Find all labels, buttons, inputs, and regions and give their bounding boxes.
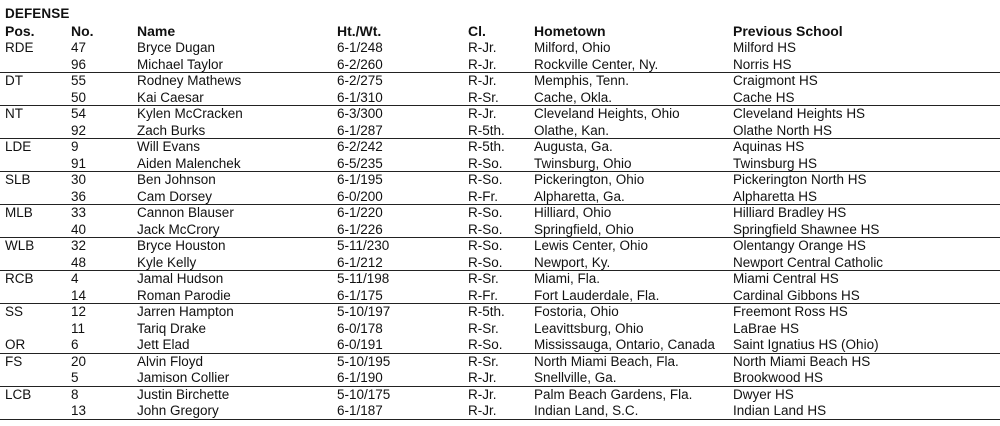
cell-name: Alvin Floyd <box>137 353 204 369</box>
table-row <box>0 156 1000 173</box>
cell-name: Ben Johnson <box>137 172 216 187</box>
cell-ht-wt: 6-1/187 <box>337 403 383 418</box>
cell-previous-school: Dwyer HS <box>733 386 794 402</box>
cell-number: 5 <box>71 370 79 385</box>
cell-number: 14 <box>71 287 87 303</box>
cell-hometown: Leavittsburg, Ohio <box>534 320 644 336</box>
cell-class: R-Fr. <box>468 188 498 204</box>
cell-number: 54 <box>71 106 87 121</box>
cell-previous-school: Aquinas HS <box>733 139 805 154</box>
section-title: DEFENSE <box>5 6 70 21</box>
cell-previous-school: Saint Ignatius HS (Ohio) <box>733 337 879 352</box>
cell-hometown: Alpharetta, Ga. <box>534 188 625 204</box>
cell-number: 6 <box>71 337 79 352</box>
cell-ht-wt: 6-1/220 <box>337 205 383 220</box>
cell-name: Zach Burks <box>137 122 206 138</box>
cell-class: R-So. <box>468 254 503 270</box>
table-row <box>0 57 1000 74</box>
table-row <box>0 337 1000 354</box>
cell-name: Will Evans <box>137 139 201 154</box>
cell-pos: NT <box>5 106 23 121</box>
cell-number: 9 <box>71 139 79 154</box>
cell-name: Michael Taylor <box>137 56 224 72</box>
cell-class: R-Sr. <box>468 320 499 336</box>
cell-hometown: Rockville Center, Ny. <box>534 56 659 72</box>
cell-previous-school: Miami Central HS <box>733 271 839 286</box>
cell-name: Bryce Dugan <box>137 40 216 55</box>
table-row <box>0 73 1000 90</box>
cell-ht-wt: 6-0/191 <box>337 337 383 352</box>
cell-ht-wt: 6-1/287 <box>337 122 383 138</box>
cell-name: Jack McCrory <box>137 221 220 237</box>
cell-ht-wt: 6-0/200 <box>337 188 383 204</box>
cell-name: Rodney Mathews <box>137 73 242 88</box>
table-row <box>0 271 1000 288</box>
cell-previous-school: Olathe North HS <box>733 122 833 138</box>
cell-class: R-Jr. <box>468 40 497 55</box>
cell-pos: FS <box>5 353 23 369</box>
cell-number: 12 <box>71 304 87 319</box>
cell-pos: SS <box>5 304 24 319</box>
cell-class: R-So. <box>468 337 503 352</box>
table-row <box>0 222 1000 239</box>
cell-previous-school: LaBrae HS <box>733 320 800 336</box>
cell-pos: RDE <box>5 40 34 55</box>
table-row <box>0 90 1000 107</box>
cell-ht-wt: 5-11/230 <box>337 238 390 253</box>
cell-hometown: Augusta, Ga. <box>534 139 613 154</box>
cell-previous-school: Pickerington North HS <box>733 172 867 187</box>
cell-previous-school: Cleveland Heights HS <box>733 106 866 121</box>
cell-number: 8 <box>71 386 79 402</box>
cell-pos: OR <box>5 337 26 352</box>
cell-ht-wt: 6-3/300 <box>337 106 383 121</box>
cell-number: 91 <box>71 155 87 171</box>
table-row <box>0 304 1000 321</box>
cell-previous-school: Olentangy Orange HS <box>733 238 866 253</box>
cell-number: 4 <box>71 271 79 286</box>
cell-class: R-Jr. <box>468 370 497 385</box>
cell-class: R-So. <box>468 238 503 253</box>
header-class: Cl. <box>468 23 486 39</box>
cell-ht-wt: 6-1/195 <box>337 172 383 187</box>
cell-hometown: Snellville, Ga. <box>534 370 617 385</box>
cell-name: Jett Elad <box>137 337 190 352</box>
cell-ht-wt: 5-10/195 <box>337 353 391 369</box>
cell-hometown: Miami, Fla. <box>534 271 601 286</box>
cell-name: Cam Dorsey <box>137 188 213 204</box>
cell-previous-school: North Miami Beach HS <box>733 353 871 369</box>
cell-class: R-5th. <box>468 304 505 319</box>
cell-previous-school: Hilliard Bradley HS <box>733 205 847 220</box>
cell-pos: WLB <box>5 238 35 253</box>
cell-previous-school: Cardinal Gibbons HS <box>733 287 860 303</box>
cell-number: 40 <box>71 221 87 237</box>
cell-ht-wt: 6-2/242 <box>337 139 383 154</box>
table-row <box>0 255 1000 272</box>
cell-previous-school: Indian Land HS <box>733 403 827 418</box>
cell-hometown: Palm Beach Gardens, Fla. <box>534 386 693 402</box>
cell-class: R-Fr. <box>468 287 498 303</box>
table-header <box>0 23 1000 40</box>
cell-pos: DT <box>5 73 23 88</box>
cell-number: 20 <box>71 353 87 369</box>
cell-name: Aiden Malenchek <box>137 155 241 171</box>
cell-class: R-Sr. <box>468 353 499 369</box>
cell-name: Jarren Hampton <box>137 304 234 319</box>
cell-previous-school: Springfield Shawnee HS <box>733 221 880 237</box>
cell-ht-wt: 6-1/248 <box>337 40 383 55</box>
table-row <box>0 370 1000 387</box>
cell-ht-wt: 5-10/175 <box>337 386 391 402</box>
table-row <box>0 40 1000 57</box>
cell-hometown: Hilliard, Ohio <box>534 205 612 220</box>
cell-previous-school: Craigmont HS <box>733 73 818 88</box>
cell-hometown: Fostoria, Ohio <box>534 304 619 319</box>
cell-number: 96 <box>71 56 87 72</box>
cell-number: 13 <box>71 403 87 418</box>
table-row <box>0 106 1000 123</box>
cell-number: 48 <box>71 254 87 270</box>
table-row <box>0 205 1000 222</box>
cell-hometown: Newport, Ky. <box>534 254 611 270</box>
header-name: Name <box>137 23 176 39</box>
cell-ht-wt: 6-5/235 <box>337 155 383 171</box>
table-row <box>0 189 1000 206</box>
cell-number: 33 <box>71 205 87 220</box>
cell-hometown: Olathe, Kan. <box>534 122 610 138</box>
table-row <box>0 403 1000 420</box>
cell-ht-wt: 6-1/226 <box>337 221 383 237</box>
cell-previous-school: Newport Central Catholic <box>733 254 884 270</box>
cell-hometown: Cache, Okla. <box>534 89 613 105</box>
cell-number: 47 <box>71 40 87 55</box>
cell-name: Kai Caesar <box>137 89 204 105</box>
cell-name: John Gregory <box>137 403 219 418</box>
cell-previous-school: Norris HS <box>733 56 792 72</box>
table-row <box>0 123 1000 140</box>
table-row <box>0 172 1000 189</box>
cell-hometown: Indian Land, S.C. <box>534 403 639 418</box>
cell-previous-school: Freemont Ross HS <box>733 304 848 319</box>
cell-ht-wt: 6-1/212 <box>337 254 383 270</box>
cell-hometown: Lewis Center, Ohio <box>534 238 649 253</box>
cell-name: Cannon Blauser <box>137 205 234 220</box>
cell-hometown: North Miami Beach, Fla. <box>534 353 679 369</box>
table-row <box>0 387 1000 404</box>
cell-pos: SLB <box>5 172 31 187</box>
table-row <box>0 238 1000 255</box>
cell-number: 36 <box>71 188 87 204</box>
cell-class: R-Jr. <box>468 386 497 402</box>
cell-class: R-So. <box>468 155 503 171</box>
cell-hometown: Pickerington, Ohio <box>534 172 645 187</box>
cell-class: R-5th. <box>468 122 505 138</box>
cell-class: R-So. <box>468 205 503 220</box>
cell-pos: MLB <box>5 205 33 220</box>
cell-class: R-Jr. <box>468 403 497 418</box>
cell-number: 92 <box>71 122 87 138</box>
cell-ht-wt: 5-11/198 <box>337 271 390 286</box>
cell-ht-wt: 6-1/190 <box>337 370 383 385</box>
cell-hometown: Springfield, Ohio <box>534 221 634 237</box>
cell-pos: LCB <box>5 386 32 402</box>
cell-previous-school: Alpharetta HS <box>733 188 818 204</box>
cell-name: Bryce Houston <box>137 238 226 253</box>
cell-class: R-Sr. <box>468 89 499 105</box>
cell-ht-wt: 6-0/178 <box>337 320 383 336</box>
cell-hometown: Fort Lauderdale, Fla. <box>534 287 660 303</box>
cell-class: R-Jr. <box>468 56 497 72</box>
cell-name: Jamal Hudson <box>137 271 224 286</box>
cell-ht-wt: 6-2/260 <box>337 56 383 72</box>
cell-name: Jamison Collier <box>137 370 230 385</box>
cell-hometown: Cleveland Heights, Ohio <box>534 106 680 121</box>
cell-number: 32 <box>71 238 87 253</box>
cell-hometown: Memphis, Tenn. <box>534 73 630 88</box>
header-ht-wt: Ht./Wt. <box>337 23 382 39</box>
cell-name: Roman Parodie <box>137 287 231 303</box>
cell-number: 55 <box>71 73 87 88</box>
cell-previous-school: Milford HS <box>733 40 797 55</box>
cell-hometown: Twinsburg, Ohio <box>534 155 632 171</box>
cell-class: R-5th. <box>468 139 505 154</box>
cell-number: 30 <box>71 172 87 187</box>
cell-number: 50 <box>71 89 87 105</box>
cell-class: R-Jr. <box>468 106 497 121</box>
roster-table-body <box>0 40 1000 420</box>
table-row <box>0 288 1000 305</box>
cell-name: Justin Birchette <box>137 386 230 402</box>
cell-class: R-So. <box>468 221 503 237</box>
cell-hometown: Mississauga, Ontario, Canada <box>534 337 715 352</box>
cell-pos: RCB <box>5 271 34 286</box>
cell-name: Kyle Kelly <box>137 254 197 270</box>
cell-ht-wt: 6-1/310 <box>337 89 383 105</box>
cell-name: Tariq Drake <box>137 320 207 336</box>
cell-ht-wt: 5-10/197 <box>337 304 391 319</box>
cell-previous-school: Brookwood HS <box>733 370 824 385</box>
cell-number: 11 <box>71 320 86 336</box>
header-pos: Pos. <box>5 23 35 39</box>
cell-name: Kylen McCracken <box>137 106 243 121</box>
cell-hometown: Milford, Ohio <box>534 40 611 55</box>
header-no: No. <box>71 23 94 39</box>
cell-ht-wt: 6-2/275 <box>337 73 383 88</box>
table-row <box>0 354 1000 371</box>
header-hometown: Hometown <box>534 23 606 39</box>
table-row <box>0 139 1000 156</box>
table-row <box>0 321 1000 338</box>
cell-class: R-Jr. <box>468 73 497 88</box>
cell-class: R-Sr. <box>468 271 499 286</box>
cell-previous-school: Twinsburg HS <box>733 155 818 171</box>
header-previous-school: Previous School <box>733 23 843 39</box>
cell-ht-wt: 6-1/175 <box>337 287 383 303</box>
cell-pos: LDE <box>5 139 32 154</box>
cell-class: R-So. <box>468 172 503 187</box>
cell-previous-school: Cache HS <box>733 89 795 105</box>
